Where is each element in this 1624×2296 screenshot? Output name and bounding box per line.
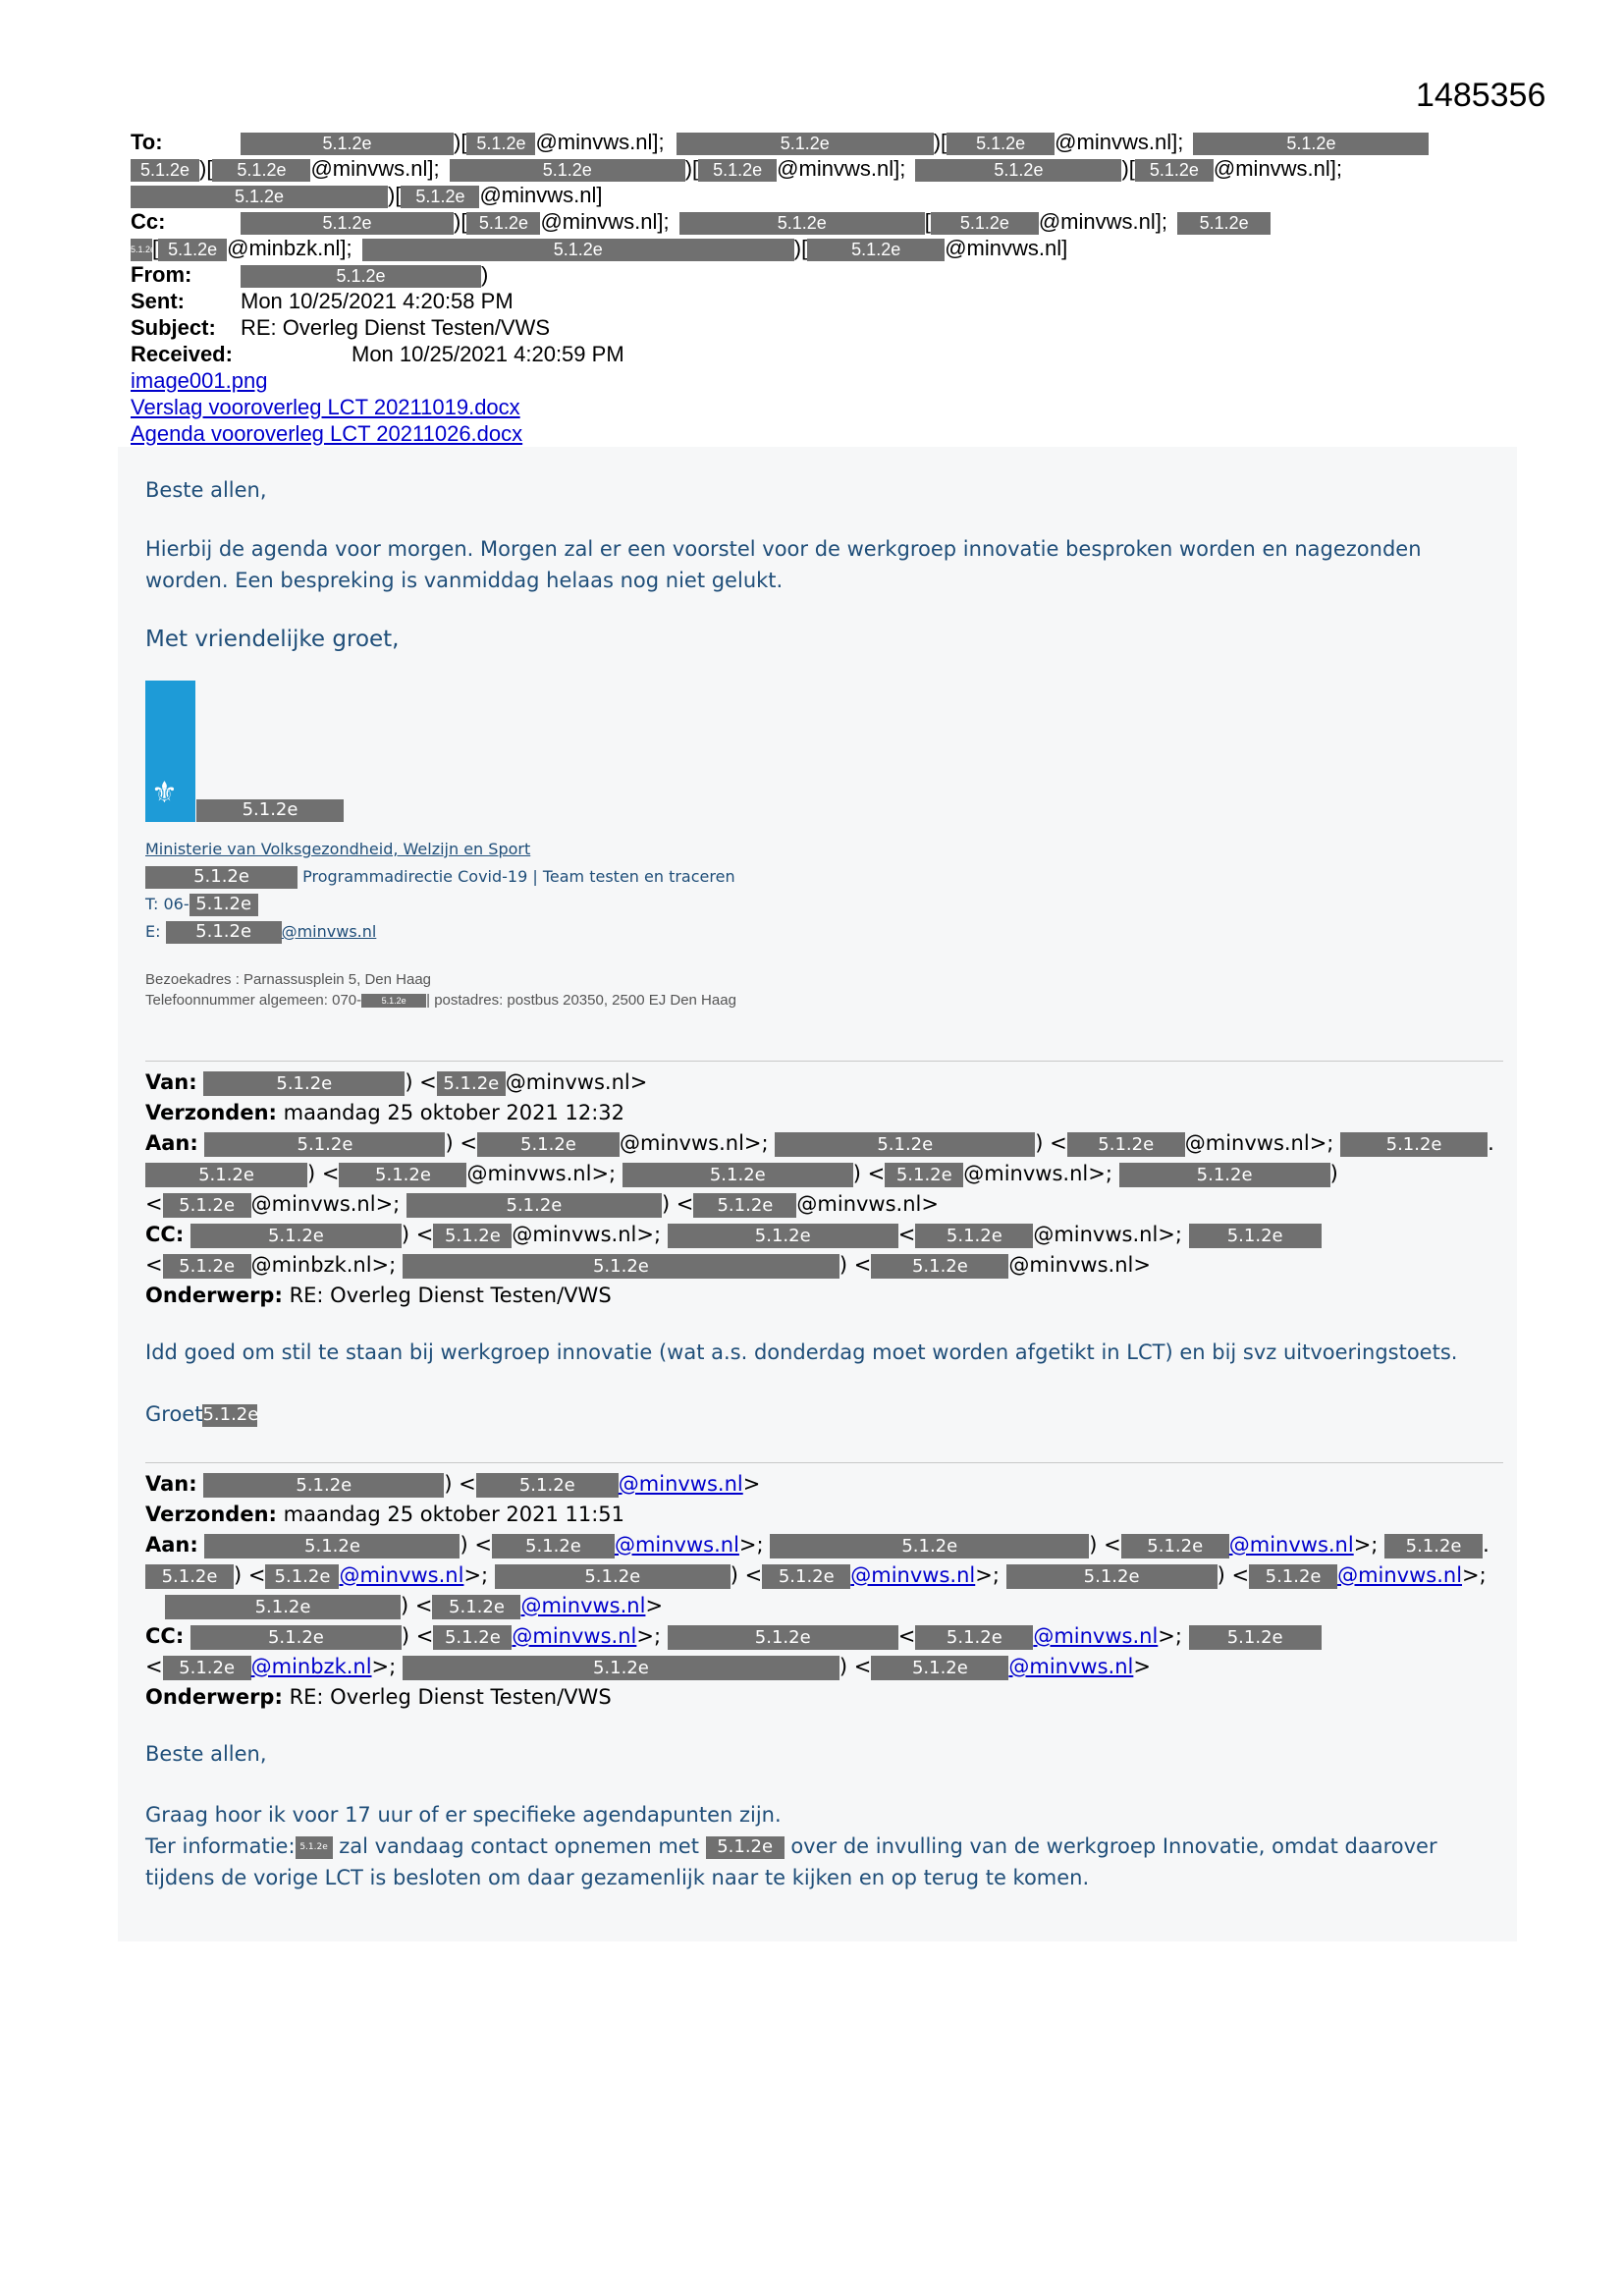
redaction-box: 5.1.2e	[677, 133, 934, 155]
redaction-box: 5.1.2e	[871, 1656, 1008, 1680]
redaction-box: 5.1.2e	[362, 239, 794, 261]
phone-label: T: 06-	[145, 895, 189, 913]
email-domain: @minvws.nl	[777, 156, 894, 181]
message-body: Hierbij de agenda voor morgen. Morgen zal er een voorstel voor de werkgroep innovatie besproken worden en nagezonden worden. Een bespreking is vanmiddag helaas nog niet gelukt.	[145, 537, 1422, 592]
redaction-box: 5.1.2e	[145, 1163, 307, 1187]
message3-body: Graag hoor ik voor 17 uur of er specifieke agendapunten zijn. Ter informatie: 5.1.2e zal vandaag contact opnemen met 5.1.2e over de invulling van de werkgroep Innovatie, omdat daarover tijdens de vorige LCT is besloten om daar gezamenlijk naar te kijken en op terug te komen.	[145, 1803, 1437, 1889]
message3-greeting: Beste allen,	[145, 1742, 267, 1766]
redaction-box: 5.1.2e	[265, 1564, 339, 1589]
redaction-box: 5.1.2e	[1384, 1534, 1483, 1558]
department: Programmadirectie Covid-19 | Team testen en traceren	[302, 867, 735, 886]
redaction-box: 5.1.2e	[203, 1071, 405, 1096]
email-link[interactable]: @minvws.nl	[520, 1594, 646, 1617]
phone-general-label: Telefoonnummer algemeen: 070-	[145, 992, 362, 1009]
attachment-link-verslag[interactable]: Verslag vooroverleg LCT 20211019.docx	[131, 395, 520, 419]
received-value: Mon 10/25/2021 4:20:59 PM	[352, 342, 624, 366]
cc-label: CC:	[145, 1624, 185, 1648]
email-link[interactable]: @minvws.nl	[1228, 1533, 1354, 1557]
email-domain: @minvws.nl	[540, 209, 658, 234]
redaction-box: 5.1.2e	[679, 212, 925, 235]
redaction-box: 5.1.2e	[807, 239, 945, 261]
redaction-box: 5.1.2e	[693, 1193, 796, 1218]
redaction-box: 5.1.2e	[189, 894, 258, 916]
redaction-box: 5.1.2e	[437, 1071, 506, 1096]
message2-closing: Groet5.1.2e	[145, 1402, 259, 1426]
email-domain: @minvws.nl	[1038, 209, 1156, 234]
redaction-box: 5.1.2e	[163, 1254, 251, 1279]
redaction-box: 5.1.2e	[668, 1224, 898, 1248]
onderwerp-value: RE: Overleg Dienst Testen/VWS	[289, 1685, 612, 1709]
to-line-3: 5.1.2e )[ 5.1.2e @minvws.nl]	[131, 182, 1544, 208]
redaction-box: 5.1.2e	[433, 1224, 512, 1248]
redaction-box: 5.1.2e	[668, 1625, 898, 1650]
onderwerp-value: RE: Overleg Dienst Testen/VWS	[289, 1284, 612, 1307]
redaction-box: 5.1.2e	[1189, 1224, 1322, 1248]
email-link[interactable]: @minvws.nl	[512, 1624, 637, 1648]
received-label: Received:	[131, 342, 233, 366]
greeting: Beste allen,	[145, 478, 267, 502]
redaction-box: 5.1.2e	[915, 1224, 1033, 1248]
verzonden-value: maandag 25 oktober 2021 11:51	[283, 1503, 625, 1526]
message2-header: Van: 5.1.2e ) < 5.1.2e @minvws.nl> Verzonden: maandag 25 oktober 2021 12:32 Aan: 5.1.2e ) < 5.1.2e @minvws.nl>; 5.1.2e ) < 5.1.2e @minvws.nl>; 5.1.2e . 5.1.2e ) < 5.1.2e @minvws.nl>; 5.1.2e ) < 5.1.2e @minvws.nl>; 5.1.2e ) < 5.1.2e @minvws.nl>; 5.1.2e ) < 5.1.2e @minvws.nl> CC: 5.1.2e ) < 5.1.2e @minvws.nl>; 5.1.2e < 5.1.2e @minvws.nl>; 5.1.2e < 5.1.2e @minbzk.nl>; 5.1.2e ) < 5.1.2e @minvws.nl> Onderwerp: RE: Overleg Dienst Testen/VWS	[145, 1070, 1494, 1307]
email-link[interactable]: @minvws.nl	[850, 1563, 976, 1587]
redaction-box: 5.1.2e	[145, 866, 298, 889]
redaction-box: 5.1.2e	[492, 1534, 615, 1558]
redaction-box: 5.1.2e	[145, 1564, 234, 1589]
redaction-box: 5.1.2e	[1006, 1564, 1218, 1589]
redaction-box: 5.1.2e	[131, 159, 199, 182]
redaction-box: 5.1.2e	[931, 212, 1039, 235]
attachment-link-agenda[interactable]: Agenda vooroverleg LCT 20211026.docx	[131, 421, 523, 446]
to-line-2: 5.1.2e )[ 5.1.2e @minvws.nl]; 5.1.2e )[ 5.1.2e @minvws.nl]; 5.1.2e )[ 5.1.2e @minvws.nl];	[131, 155, 1544, 182]
email-label: E:	[145, 922, 161, 941]
redaction-box: 5.1.2e	[163, 1656, 251, 1680]
visit-address: Bezoekadres : Parnassusplein 5, Den Haag	[145, 971, 432, 988]
verzonden-label: Verzonden:	[145, 1101, 277, 1124]
redaction-box: 5.1.2e	[202, 1403, 259, 1425]
email-domain: @minbzk.nl	[227, 236, 341, 260]
cc-line-1: Cc: 5.1.2e )[ 5.1.2e @minvws.nl]; 5.1.2e [ 5.1.2e @minvws.nl]; 5.1.2e	[131, 208, 1544, 235]
redaction-box: 5.1.2e	[165, 1595, 401, 1619]
redaction-box: 5.1.2e	[163, 1193, 251, 1218]
redaction-box: 5.1.2e	[403, 1254, 839, 1279]
email-domain: @minvws.nl	[945, 236, 1062, 260]
email-domain: @minvws.nl	[310, 156, 428, 181]
onderwerp-label: Onderwerp:	[145, 1685, 283, 1709]
document-id: 1485356	[1416, 77, 1546, 114]
redaction-box: 5.1.2e	[204, 1534, 460, 1558]
redaction-box: 5.1.2e	[698, 159, 777, 182]
redaction-box: 5.1.2e	[623, 1163, 853, 1187]
redaction-box: 5.1.2e	[190, 1224, 402, 1248]
post-address: | postadres: postbus 20350, 2500 EJ Den Haag	[426, 992, 736, 1009]
ministry-link[interactable]: Ministerie van Volksgezondheid, Welzijn en Sport	[145, 840, 531, 858]
onderwerp-label: Onderwerp:	[145, 1284, 283, 1307]
redaction-box: 5.1.2e	[196, 799, 344, 822]
redaction-box: 5.1.2e	[158, 239, 227, 261]
closing: Met vriendelijke groet,	[145, 627, 400, 652]
cc-label: CC:	[145, 1223, 185, 1246]
redaction-box: 5.1.2e	[706, 1836, 785, 1859]
redaction-box: 5.1.2e	[477, 1132, 620, 1157]
redaction-box: 5.1.2e	[433, 1625, 512, 1650]
redaction-box: 5.1.2e	[241, 265, 481, 288]
redaction-box: 5.1.2e	[762, 1564, 850, 1589]
redaction-box: 5.1.2e	[432, 1595, 520, 1619]
sent-value: Mon 10/25/2021 4:20:58 PM	[241, 289, 514, 313]
verzonden-label: Verzonden:	[145, 1503, 277, 1526]
redaction-box: 5.1.2e	[450, 159, 685, 182]
message3-header: Van: 5.1.2e ) < 5.1.2e @minvws.nl> Verzonden: maandag 25 oktober 2021 11:51 Aan: 5.1.2e ) < 5.1.2e @minvws.nl>; 5.1.2e ) < 5.1.2e @minvws.nl>; 5.1.2e . 5.1.2e ) < 5.1.2e @minvws.nl>; 5.1.2e ) < 5.1.2e @minvws.nl>; 5.1.2e ) < 5.1.2e @minvws.nl>; 5.1.2e ) < 5.1.2e @minvws.nl> CC: 5.1.2e ) < 5.1.2e @minvws.nl>; 5.1.2e < 5.1.2e @minvws.nl>; 5.1.2e < 5.1.2e @minbzk.nl>; 5.1.2e ) < 5.1.2e @minvws.nl> Onderwerp: RE: Overleg Dienst Testen/VWS	[145, 1472, 1489, 1709]
redaction-box: 5.1.2e	[915, 159, 1121, 182]
email-link[interactable]: @minvws.nl	[614, 1533, 739, 1557]
van-label: Van:	[145, 1070, 197, 1094]
email-link[interactable]: @minbzk.nl	[250, 1655, 372, 1678]
redaction-box: 5.1.2e	[1340, 1132, 1488, 1157]
redaction-box: 5.1.2e	[1249, 1564, 1337, 1589]
redaction-box: 5.1.2e	[770, 1534, 1089, 1558]
redaction-box: 5.1.2e	[495, 1564, 731, 1589]
redaction-box: 5.1.2e	[1193, 133, 1429, 155]
email-link[interactable]: @minvws.nl	[1008, 1655, 1134, 1678]
redaction-box: 5.1.2e	[1067, 1132, 1185, 1157]
to-label: To:	[131, 130, 163, 154]
email-link[interactable]: @minvws.nl	[1337, 1563, 1463, 1587]
cc-line-2: 5.1.2e[ 5.1.2e @minbzk.nl]; 5.1.2e )[ 5.1.2e @minvws.nl]	[131, 236, 1068, 260]
attachment-link-image[interactable]: image001.png	[131, 368, 268, 393]
redaction-box: 5.1.2e	[1135, 159, 1214, 182]
email-link[interactable]: @minvws.nl	[339, 1563, 464, 1587]
aan-label: Aan:	[145, 1131, 198, 1155]
redaction-box: 5.1.2e	[296, 1836, 333, 1859]
redaction-box: 5.1.2e	[466, 133, 535, 155]
redaction-box: 5.1.2e	[166, 921, 282, 944]
email-header	[131, 129, 1544, 447]
redaction-box: 5.1.2e	[871, 1254, 1008, 1279]
email-body	[118, 447, 1517, 1941]
redaction-box: 5.1.2e	[401, 186, 479, 208]
received-line	[131, 341, 1544, 367]
signature-block	[145, 836, 1510, 946]
van-label: Van:	[145, 1472, 197, 1496]
redaction-box: 5.1.2e	[339, 1163, 466, 1187]
redaction-box: 5.1.2e	[212, 159, 310, 182]
redaction-box: 5.1.2e	[241, 133, 454, 155]
aan-label: Aan:	[145, 1533, 198, 1557]
redaction-box: 5.1.2e	[1177, 212, 1271, 235]
redaction-box: 5.1.2e	[476, 1473, 619, 1498]
redaction-box: 5.1.2e	[190, 1625, 402, 1650]
message-separator	[145, 1061, 1503, 1062]
address-block	[145, 969, 1510, 1011]
verzonden-value: maandag 25 oktober 2021 12:32	[283, 1101, 625, 1124]
from-label: From:	[131, 262, 192, 287]
coat-of-arms-icon: ⚜	[151, 777, 178, 809]
rijksoverheid-logo	[145, 681, 195, 822]
redaction-box: 5.1.2e	[203, 1473, 444, 1498]
to-line-1: To: 5.1.2e )[ 5.1.2e @minvws.nl]; 5.1.2e )[ 5.1.2e @minvws.nl]; 5.1.2e	[131, 129, 1544, 155]
redaction-box: 5.1.2e	[947, 133, 1055, 155]
email-domain: @minvws.nl	[535, 130, 653, 154]
redaction-box: 5.1.2e	[406, 1193, 662, 1218]
sent-label: Sent:	[131, 289, 185, 313]
sent-line	[131, 288, 1544, 314]
email-domain: @minvws.nl	[1213, 156, 1330, 181]
redaction-box: 5.1.2e	[775, 1132, 1035, 1157]
message-separator	[145, 1462, 1503, 1463]
subject-value: RE: Overleg Dienst Testen/VWS	[241, 315, 551, 340]
redaction-box: 5.1.2e	[131, 239, 152, 261]
redaction-box: 5.1.2e	[1189, 1625, 1322, 1650]
redaction-box: 5.1.2e	[1121, 1534, 1229, 1558]
email-link[interactable]: @minvws.nl	[618, 1472, 743, 1496]
email-domain: @minvws.nl	[1055, 130, 1172, 154]
email-link[interactable]: @minvws.nl	[281, 922, 377, 941]
from-line: From: 5.1.2e )	[131, 262, 489, 287]
redaction-box: 5.1.2e	[241, 212, 454, 235]
redaction-box: 5.1.2e	[204, 1132, 445, 1157]
cc-label: Cc:	[131, 209, 166, 234]
redaction-box: 5.1.2e	[131, 186, 388, 208]
redaction-box: 5.1.2e	[403, 1656, 839, 1680]
redaction-box: 5.1.2e	[1119, 1163, 1330, 1187]
subject-label: Subject:	[131, 315, 216, 340]
redaction-box: 5.1.2e	[885, 1163, 963, 1187]
email-link[interactable]: @minvws.nl	[1033, 1624, 1159, 1648]
redaction-box: 5.1.2e	[915, 1625, 1033, 1650]
email-domain: @minvws.nl	[479, 183, 597, 207]
redaction-box: 5.1.2e	[466, 212, 540, 235]
redaction-box: 5.1.2e	[361, 994, 426, 1008]
message2-body: Idd goed om stil te staan bij werkgroep innovatie (wat a.s. donderdag moet worden afgetikt in LCT) en bij svz uitvoeringstoets.	[145, 1340, 1458, 1364]
subject-line	[131, 314, 1544, 341]
